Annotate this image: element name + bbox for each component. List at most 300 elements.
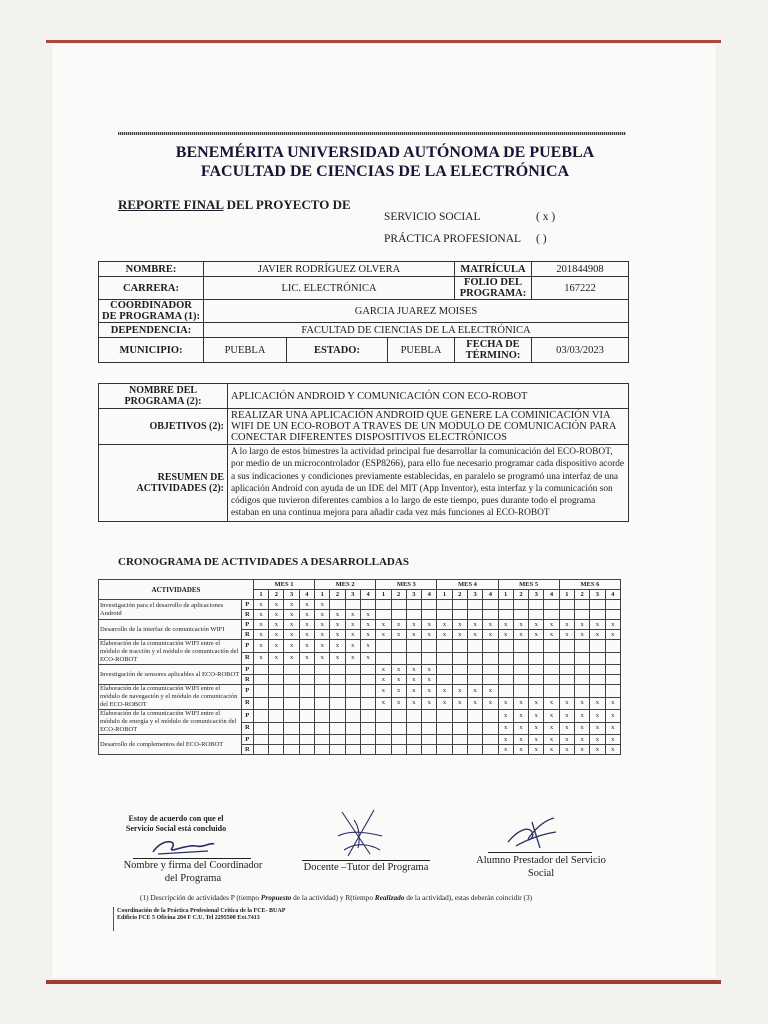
schedule-cell <box>559 610 574 620</box>
schedule-cell: x <box>330 640 345 653</box>
schedule-cell: x <box>422 630 437 640</box>
coordinator-caption: Nombre y firma del Coordinador del Programa <box>123 860 263 884</box>
schedule-cell: x <box>422 675 437 685</box>
week-header: 1 <box>253 590 268 600</box>
schedule-cell <box>406 652 421 665</box>
schedule-cell: x <box>345 640 360 653</box>
activity-name: Elaboración de la comunicación WIFI entre el módulo de tracción y el módulo de comunicación del ECO-ROBOT <box>99 640 242 665</box>
schedule-cell <box>483 610 498 620</box>
schedule-cell <box>299 735 314 745</box>
week-header: 1 <box>559 590 574 600</box>
schedule-cell <box>467 675 482 685</box>
schedule-cell: x <box>559 697 574 710</box>
municipio-value: PUEBLA <box>204 338 287 363</box>
schedule-cell <box>590 610 605 620</box>
option-practica-profesional-mark: ( ) <box>536 233 547 245</box>
schedule-cell <box>574 652 589 665</box>
matricula-label: MATRÍCULA <box>455 262 532 277</box>
week-header: 1 <box>498 590 513 600</box>
schedule-cell: x <box>559 620 574 630</box>
planned-label: P <box>241 640 253 653</box>
schedule-cell <box>513 665 528 675</box>
schedule-cell: x <box>269 620 284 630</box>
schedule-cell <box>437 722 452 735</box>
schedule-cell <box>422 710 437 723</box>
activity-name: Desarrollo de la interfaz de comunicación WIFI <box>99 620 242 640</box>
schedule-cell: x <box>513 735 528 745</box>
footer-rule <box>113 907 114 931</box>
schedule-cell: x <box>284 640 299 653</box>
schedule-cell <box>269 665 284 675</box>
schedule-cell <box>345 710 360 723</box>
schedule-cell: x <box>559 745 574 755</box>
schedule-cell <box>590 640 605 653</box>
schedule-cell: x <box>483 685 498 698</box>
schedule-cell: x <box>422 685 437 698</box>
month-header: MES 2 <box>315 580 376 590</box>
schedule-cell <box>437 675 452 685</box>
schedule-cell <box>406 745 421 755</box>
schedule-cell <box>483 665 498 675</box>
schedule-cell <box>391 735 406 745</box>
student-signature <box>502 812 562 854</box>
week-header: 4 <box>422 590 437 600</box>
schedule-cell: x <box>391 697 406 710</box>
schedule-cell <box>422 745 437 755</box>
schedule-cell <box>483 735 498 745</box>
schedule-cell <box>376 610 391 620</box>
schedule-cell: x <box>253 620 268 630</box>
schedule-cell <box>253 675 268 685</box>
schedule-cell <box>452 665 467 675</box>
schedule-cell: x <box>284 620 299 630</box>
schedule-cell: x <box>437 697 452 710</box>
schedule-cell <box>315 735 330 745</box>
schedule-cell <box>529 640 544 653</box>
schedule-cell <box>406 735 421 745</box>
schedule-cell <box>360 600 375 610</box>
schedule-cell: x <box>422 620 437 630</box>
planned-label: P <box>241 685 253 698</box>
week-header: 4 <box>299 590 314 600</box>
month-header: MES 6 <box>559 580 620 590</box>
schedule-cell <box>345 665 360 675</box>
resumen-label: RESUMEN DE ACTIVIDADES (2): <box>99 445 228 522</box>
schedule-cell: x <box>406 630 421 640</box>
schedule-cell <box>483 710 498 723</box>
schedule-cell <box>467 640 482 653</box>
activity-name: Investigación de sensores aplicables al ECO-ROBOT <box>99 665 242 685</box>
objetivos-value: REALIZAR UNA APLICACIÓN ANDROID QUE GENERE LA COMINICACIÓN VIA WIFI DE UN ECO-ROBOT A TRAVES DE UN MODULO DE COMUNICACIÓN PARA CONECTAR DIFERENTES DISPOSITIVOS ELECTRÓNICOS <box>228 409 629 445</box>
schedule-cell: x <box>452 685 467 698</box>
schedule-title: CRONOGRAMA DE ACTIVIDADES A DESARROLLADAS <box>118 556 409 568</box>
week-header: 3 <box>284 590 299 600</box>
week-header: 2 <box>330 590 345 600</box>
schedule-cell <box>269 722 284 735</box>
schedule-cell: x <box>315 600 330 610</box>
schedule-cell: x <box>590 745 605 755</box>
schedule-cell <box>406 640 421 653</box>
schedule-cell <box>360 665 375 675</box>
schedule-cell: x <box>605 735 620 745</box>
schedule-cell <box>345 735 360 745</box>
schedule-cell <box>284 722 299 735</box>
schedule-cell: x <box>437 630 452 640</box>
schedule-cell: x <box>529 735 544 745</box>
schedule-cell: x <box>345 610 360 620</box>
schedule-cell <box>284 735 299 745</box>
schedule-cell <box>437 640 452 653</box>
schedule-cell: x <box>590 735 605 745</box>
schedule-cell: x <box>574 735 589 745</box>
week-header: 2 <box>391 590 406 600</box>
schedule-cell <box>529 665 544 675</box>
schedule-cell: x <box>269 600 284 610</box>
schedule-cell: x <box>590 710 605 723</box>
schedule-cell: x <box>559 630 574 640</box>
activities-header: ACTIVIDADES <box>99 580 254 600</box>
schedule-cell: x <box>437 620 452 630</box>
schedule-cell <box>391 610 406 620</box>
schedule-cell: x <box>330 610 345 620</box>
week-header: 3 <box>529 590 544 600</box>
activity-name: Elaboración de la comunicación WIFI entre el módulo de navegación y el módulo de comunicación del ECO-ROBOT <box>99 685 242 710</box>
schedule-cell: x <box>391 630 406 640</box>
realized-label: R <box>241 675 253 685</box>
week-header: 4 <box>605 590 620 600</box>
schedule-cell: x <box>574 697 589 710</box>
resumen-value: A lo largo de estos bimestres la actividad principal fue desarrollar la comunicación del ECO-ROBOT, por medio de un microcontrolador (ESP8266), para ello fue necesario programar cada dispositivo acorde a sus indicaciones y condiciones previamente establecidas, en paralelo se programó una interfaz de una aplicación Android con ayuda de un IDE del MIT (App Inventor), esta interfaz y la comunicación son códigos que tuvieron diferentes cambios a lo largo de este tiempo, pues durante todo el programa estaban en una continua mejora para añadir cada vez más funciones al ECO-ROBOT <box>228 445 629 522</box>
schedule-cell <box>452 652 467 665</box>
schedule-cell <box>269 745 284 755</box>
schedule-cell <box>376 735 391 745</box>
schedule-cell <box>544 665 559 675</box>
schedule-cell: x <box>360 652 375 665</box>
tutor-signature <box>330 806 390 862</box>
schedule-cell <box>422 652 437 665</box>
estado-label: ESTADO: <box>287 338 388 363</box>
schedule-cell: x <box>391 665 406 675</box>
schedule-cell <box>498 652 513 665</box>
schedule-cell <box>253 685 268 698</box>
schedule-cell <box>422 640 437 653</box>
schedule-cell <box>330 710 345 723</box>
schedule-cell <box>253 710 268 723</box>
schedule-cell <box>391 640 406 653</box>
schedule-cell <box>498 665 513 675</box>
schedule-cell: x <box>315 610 330 620</box>
schedule-cell <box>574 685 589 698</box>
activity-name: Elaboración de la comunicación WIFI entre el módulo de energía y el módulo de comunicación del ECO-ROBOT <box>99 710 242 735</box>
university-name: BENEMÉRITA UNIVERSIDAD AUTÓNOMA DE PUEBLA <box>175 144 595 161</box>
schedule-row <box>99 640 621 653</box>
schedule-cell: x <box>284 600 299 610</box>
schedule-cell: x <box>498 735 513 745</box>
schedule-cell <box>299 685 314 698</box>
schedule-cell <box>605 610 620 620</box>
week-header: 4 <box>360 590 375 600</box>
schedule-cell: x <box>513 722 528 735</box>
schedule-cell <box>376 652 391 665</box>
program-name-value: APLICACIÓN ANDROID Y COMUNICACIÓN CON ECO-ROBOT <box>228 384 629 409</box>
schedule-cell: x <box>391 620 406 630</box>
schedule-cell <box>284 665 299 675</box>
schedule-cell: x <box>269 610 284 620</box>
schedule-cell: x <box>299 600 314 610</box>
schedule-cell: x <box>544 620 559 630</box>
realized-label: R <box>241 652 253 665</box>
schedule-cell <box>437 745 452 755</box>
schedule-cell <box>605 665 620 675</box>
schedule-cell: x <box>406 620 421 630</box>
schedule-cell: x <box>544 710 559 723</box>
schedule-cell: x <box>498 710 513 723</box>
schedule-cell: x <box>498 620 513 630</box>
schedule-cell <box>253 745 268 755</box>
schedule-cell: x <box>330 630 345 640</box>
schedule-cell: x <box>269 652 284 665</box>
schedule-cell: x <box>315 630 330 640</box>
schedule-cell <box>284 675 299 685</box>
week-header: 2 <box>269 590 284 600</box>
schedule-cell <box>422 610 437 620</box>
schedule-cell: x <box>498 697 513 710</box>
coordinador-value: GARCIA JUAREZ MOISES <box>204 300 629 323</box>
schedule-cell: x <box>284 652 299 665</box>
schedule-cell <box>299 665 314 675</box>
tutor-line <box>302 860 430 861</box>
schedule-cell <box>513 600 528 610</box>
schedule-cell <box>437 600 452 610</box>
schedule-cell: x <box>406 675 421 685</box>
schedule-cell <box>605 652 620 665</box>
schedule-cell <box>345 745 360 755</box>
schedule-cell <box>590 600 605 610</box>
schedule-cell: x <box>253 600 268 610</box>
schedule-cell <box>315 745 330 755</box>
schedule-cell: x <box>467 620 482 630</box>
schedule-cell: x <box>513 710 528 723</box>
schedule-cell: x <box>559 722 574 735</box>
carrera-label: CARRERA: <box>99 277 204 300</box>
schedule-cell <box>376 710 391 723</box>
realized-label: R <box>241 745 253 755</box>
schedule-cell <box>360 745 375 755</box>
schedule-cell <box>406 710 421 723</box>
schedule-cell <box>284 685 299 698</box>
folio-value: 167222 <box>532 277 629 300</box>
schedule-cell <box>437 652 452 665</box>
schedule-cell <box>376 745 391 755</box>
schedule-cell: x <box>422 697 437 710</box>
schedule-cell <box>529 610 544 620</box>
schedule-cell <box>544 652 559 665</box>
schedule-cell <box>330 697 345 710</box>
schedule-cell <box>574 610 589 620</box>
week-header: 1 <box>376 590 391 600</box>
schedule-cell <box>315 675 330 685</box>
program-name-label: NOMBRE DEL PROGRAMA (2): <box>99 384 228 409</box>
schedule-cell <box>605 640 620 653</box>
student-line <box>488 852 592 853</box>
schedule-cell <box>376 722 391 735</box>
planned-label: P <box>241 735 253 745</box>
schedule-cell <box>253 735 268 745</box>
schedule-cell <box>360 697 375 710</box>
schedule-cell <box>574 600 589 610</box>
schedule-cell <box>315 685 330 698</box>
schedule-cell <box>345 685 360 698</box>
program-table <box>98 383 629 522</box>
schedule-cell: x <box>574 745 589 755</box>
schedule-cell <box>529 600 544 610</box>
schedule-cell: x <box>513 630 528 640</box>
schedule-cell: x <box>559 735 574 745</box>
matricula-value: 201844908 <box>532 262 629 277</box>
schedule-cell <box>315 697 330 710</box>
month-header: MES 1 <box>253 580 314 590</box>
schedule-cell <box>406 610 421 620</box>
schedule-cell: x <box>467 630 482 640</box>
schedule-cell <box>391 745 406 755</box>
schedule-cell <box>253 665 268 675</box>
schedule-cell: x <box>269 630 284 640</box>
schedule-cell: x <box>574 630 589 640</box>
schedule-cell <box>590 665 605 675</box>
schedule-cell: x <box>360 610 375 620</box>
schedule-cell <box>437 710 452 723</box>
schedule-row <box>99 665 621 675</box>
option-servicio-social-mark: ( x ) <box>536 211 556 223</box>
schedule-cell <box>513 640 528 653</box>
schedule-cell <box>529 685 544 698</box>
schedule-cell <box>360 710 375 723</box>
schedule-cell: x <box>406 685 421 698</box>
top-edge-bar <box>46 40 721 43</box>
schedule-cell: x <box>284 610 299 620</box>
schedule-cell: x <box>422 665 437 675</box>
schedule-cell: x <box>467 697 482 710</box>
schedule-cell <box>315 710 330 723</box>
schedule-cell <box>452 640 467 653</box>
schedule-cell <box>422 735 437 745</box>
schedule-cell <box>360 722 375 735</box>
schedule-cell <box>513 685 528 698</box>
nombre-value: JAVIER RODRÍGUEZ OLVERA <box>204 262 455 277</box>
schedule-cell: x <box>544 630 559 640</box>
schedule-cell: x <box>574 710 589 723</box>
schedule-cell: x <box>253 630 268 640</box>
schedule-cell: x <box>452 630 467 640</box>
schedule-cell <box>452 710 467 723</box>
footer-line-1: Coordinación de la Práctica Profesional Crítica de la FCE- BUAP <box>117 908 286 914</box>
schedule-cell: x <box>574 620 589 630</box>
schedule-cell: x <box>574 722 589 735</box>
week-header: 2 <box>513 590 528 600</box>
schedule-cell <box>498 675 513 685</box>
schedule-cell <box>391 652 406 665</box>
schedule-cell: x <box>315 640 330 653</box>
planned-label: P <box>241 620 253 630</box>
schedule-cell: x <box>483 697 498 710</box>
student-info-table <box>98 261 629 363</box>
schedule-cell <box>422 722 437 735</box>
fecha-value: 03/03/2023 <box>532 338 629 363</box>
schedule-cell: x <box>590 630 605 640</box>
schedule-cell <box>330 745 345 755</box>
dependencia-value: FACULTAD DE CIENCIAS DE LA ELECTRÓNICA <box>204 323 629 338</box>
schedule-cell <box>253 697 268 710</box>
schedule-cell <box>574 675 589 685</box>
schedule-cell: x <box>406 697 421 710</box>
schedule-cell: x <box>345 620 360 630</box>
schedule-cell <box>299 675 314 685</box>
schedule-cell: x <box>590 620 605 630</box>
schedule-cell: x <box>376 620 391 630</box>
schedule-cell <box>559 640 574 653</box>
schedule-cell <box>299 710 314 723</box>
schedule-cell: x <box>299 640 314 653</box>
schedule-cell <box>467 735 482 745</box>
schedule-cell: x <box>345 630 360 640</box>
schedule-cell: x <box>544 722 559 735</box>
schedule-cell: x <box>376 675 391 685</box>
footnote: (1) Descripción de actividades P (tiempo Propuesto de la actividad) y R(tiempo Realizado de la actividad), estas deberán coincidir (3) <box>140 893 533 902</box>
week-header: 3 <box>345 590 360 600</box>
schedule-cell: x <box>376 685 391 698</box>
activity-name: Investigación para el desarrollo de aplicaciones Android <box>99 600 242 620</box>
schedule-cell: x <box>513 745 528 755</box>
schedule-cell: x <box>406 665 421 675</box>
schedule-cell: x <box>590 697 605 710</box>
schedule-cell <box>513 610 528 620</box>
schedule-cell: x <box>360 640 375 653</box>
schedule-cell <box>559 652 574 665</box>
schedule-cell <box>330 675 345 685</box>
schedule-cell <box>498 600 513 610</box>
week-header: 2 <box>574 590 589 600</box>
schedule-cell <box>467 665 482 675</box>
week-header: 3 <box>467 590 482 600</box>
schedule-cell: x <box>452 697 467 710</box>
realized-label: R <box>241 630 253 640</box>
schedule-cell <box>467 652 482 665</box>
schedule-cell <box>299 697 314 710</box>
schedule-row <box>99 600 621 610</box>
activity-name: Desarrollo de complementos del ECO-ROBOT <box>99 735 242 755</box>
schedule-cell: x <box>452 620 467 630</box>
coordinator-signature <box>148 834 218 858</box>
schedule-cell <box>544 610 559 620</box>
schedule-cell: x <box>529 722 544 735</box>
schedule-cell <box>406 600 421 610</box>
schedule-row <box>99 735 621 745</box>
schedule-cell <box>360 675 375 685</box>
nombre-label: NOMBRE: <box>99 262 204 277</box>
footer-line-2: Edificio FCE 5 Oficina 204 F C.U. Tel 2295500 Ext.7413 <box>117 915 260 921</box>
schedule-cell <box>269 710 284 723</box>
schedule-cell: x <box>529 697 544 710</box>
schedule-cell: x <box>605 722 620 735</box>
schedule-cell <box>467 600 482 610</box>
week-header: 3 <box>406 590 421 600</box>
schedule-cell <box>391 722 406 735</box>
week-header: 2 <box>452 590 467 600</box>
schedule-cell <box>498 685 513 698</box>
schedule-cell <box>559 685 574 698</box>
schedule-cell: x <box>437 685 452 698</box>
schedule-cell <box>467 745 482 755</box>
